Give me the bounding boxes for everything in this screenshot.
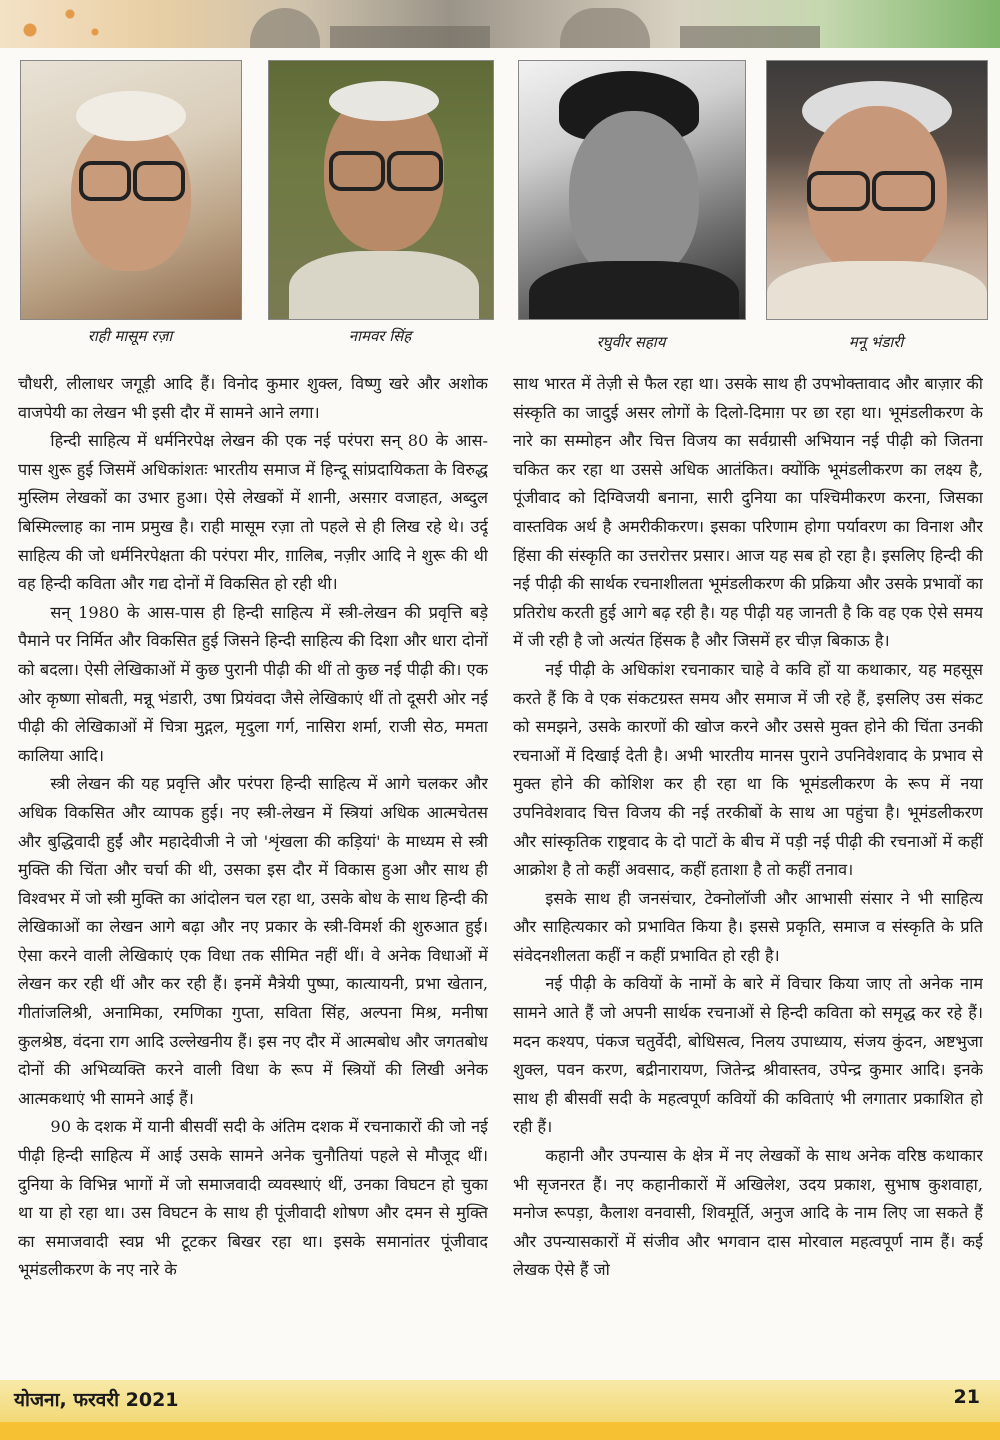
paragraph: कहानी और उपन्यास के क्षेत्र में नए लेखकों के साथ अनेक वरिष्ठ कथाकार भी सृजनरत हैं। नए कहानीकारों में अखिलेश, उदय प्रकाश, सुभाष कुशवाहा, मनोज रूपड़ा, कैलाश वनवासी, शिवमूर्ति, अनुज आदि के नाम लिए जा सकते हैं और उपन्यासकारों में संजीव और भगवान दास मोरवाल महत्वपूर्ण नाम हैं। कई लेखक ऐसे हैं जो [513,1146,983,1280]
portrait-namvar-singh [268,60,494,320]
portrait-raghuvir-sahay [518,60,746,320]
header-banner [0,0,1000,48]
paragraph: इसके साथ ही जनसंचार, टेक्नोलॉजी और आभासी संसार ने भी साहित्य और साहित्यकार को प्रभावित किया है। इससे प्रकृति, समाज व संस्कृति के प्रति संवेदनशीलता कहीं न कहीं प्रभावित हो रही है। [513,888,983,965]
magazine-issue-label: योजना, फरवरी 2021 [14,1389,179,1411]
monument-dome [560,8,650,48]
building-silhouette [680,26,820,48]
caption-mannu-bhandari: मनू भंडारी [848,333,904,351]
paragraph: स्त्री लेखन की यह प्रवृत्ति और परंपरा हिन्दी साहित्य में आगे चलकर और अधिक विकसित और व्यापक हुई। नए स्त्री-लेखन में स्त्रियां अधिक आत्मचेतस और बुद्धिवादी हुईं और महादेवीजी ने जो 'शृंखला की कड़ियां' के माध्यम से स्त्री मुक्ति की चिंता और चर्चा की थी, उसका इस दौर में विकास हुआ और साथ ही विश्वभर में जो स्त्री मुक्ति का आंदोलन चल रहा था, उसके बोध के साथ हिन्दी की लेखिकाओं का लेखन आगे बढ़ा और नए प्रकार के स्त्री-विमर्श की शुरुआत हुई। ऐसा करने वाली लेखिकाएं एक विधा तक सीमित नहीं थीं। वे अनेक विधाओं में लेखन कर रही थीं और कर रही हैं। इनमें मैत्रेयी पुष्पा, कात्यायनी, प्रभा खेतान, गीतांजलिश्री, अनामिका, रमणिका गुप्ता, सविता सिंह, अल्पना मिश्र, मनीषा कुलश्रेष्ठ, वंदना राग आदि उल्लेखनीय हैं। इस नए दौर में आत्मबोध और जगतबोध दोनों की अभिव्यक्ति करने वाली विधा के रूप में स्त्रियों की लिखी अनेक आत्मकथाएं भी सामने आई हैं। [18,774,488,1108]
caption-raghuvir-sahay: रघुवीर सहाय [596,333,666,351]
caption-namvar-singh: नामवर सिंह [348,327,412,345]
paragraph: हिन्दी साहित्य में धर्मनिरपेक्ष लेखन की एक नई परंपरा सन् 80 के आस-पास शुरू हुई जिसमें अधिकांशतः भारतीय समाज में हिन्दू सांप्रदायिकता के विरुद्ध मुस्लिम लेखकों का उभार हुआ। ऐसे लेखकों में शानी, असग़र वजाहत, अब्दुल बिस्मिल्लाह का नाम प्रमुख है। राही मासूम रज़ा तो पहले से ही लिख रहे थे। उर्दू साहित्य की जो धर्मनिरपेक्षता की परंपरा मीर, ग़ालिब, नज़ीर आदि ने शुरू की थी वह हिन्दी कविता और गद्य दोनों में विकसित हो रही थी। [18,431,488,594]
portrait-mannu-bhandari [766,60,988,320]
paragraph: नई पीढ़ी के कवियों के नामों के बारे में विचार किया जाए तो अनेक नाम सामने आते हैं जो अपनी सार्थक रचनाओं से हिन्दी कविता को समृद्ध कर रहे हैं। मदन कश्यप, पंकज चतुर्वेदी, बोधिसत्व, निलय उपाध्याय, संजय कुंदन, अष्टभुजा शुक्ल, पवन करण, बद्रीनारायण, जितेन्द्र श्रीवास्तव, उपेन्द्र कुमार आदि। इनके साथ ही बीसवीं सदी के महत्वपूर्ण कवियों की कविताएं भी लगातार प्रकाशित हो रही हैं। [513,974,983,1137]
paragraph: नई पीढ़ी के अधिकांश रचनाकार चाहे वे कवि हों या कथाकार, यह महसूस करते हैं कि वे एक संकटग्रस्त समय और समाज में जी रहे हैं, इसलिए उस संकट को समझने, उसके कारणों की खोज करने और उससे मुक्त होने की चिंता उनकी रचनाओं में दिखाई देती है। अभी भारतीय मानस पुराने उपनिवेशवाद के प्रभाव से मुक्त होने की कोशिश कर ही रहा था कि भूमंडलीकरण के रूप में नया उपनिवेशवाद चित्त विजय की नई तरकीबों के साथ आ पहुंचा है। भूमंडलीकरण और सांस्कृतिक राष्ट्रवाद के दो पाटों के बीच में पड़ी नई पीढ़ी की रचनाओं में कहीं आक्रोश है तो कहीं अवसाद, कहीं हताशा है तो कहीं तनाव। [513,659,983,880]
monument-dome [250,8,320,48]
portrait-rahi-masoom-raza [20,60,242,320]
caption-rahi-masoom-raza: राही मासूम रज़ा [87,327,173,345]
page-number: 21 [953,1386,980,1408]
decorative-swirl [0,0,120,48]
article-right-column [513,370,983,1375]
paragraph: सन् 1980 के आस-पास ही हिन्दी साहित्य में स्त्री-लेखन की प्रवृत्ति बड़े पैमाने पर निर्मित और विकसित हुई जिसने हिन्दी साहित्य की दिशा और धारा दोनों को बदला। ऐसी लेखिकाओं में कुछ पुरानी पीढ़ी की थीं तो कुछ नई पीढ़ी की। एक ओर कृष्णा सोबती, मन्नू भंडारी, उषा प्रियंवदा जैसे लेखिकाएं थीं तो दूसरी ओर नई पीढ़ी की लेखिकाओं में चित्रा मुद्गल, मृदुला गर्ग, नासिरा शर्मा, राजी सेठ, ममता कालिया आदि। [18,602,488,765]
paragraph: साथ भारत में तेज़ी से फैल रहा था। उसके साथ ही उपभोक्तावाद और बाज़ार की संस्कृति का जादुई असर लोगों के दिलो-दिमाग़ पर छा रहा था। भूमंडलीकरण के नारे का सम्मोहन और चित्त विजय का सर्वग्रासी अभियान नई पीढ़ी को जितना चकित कर रहा था उससे अधिक आतंकित। क्योंकि भूमंडलीकरण का लक्ष्य है, पूंजीवाद को दिग्विजयी बनाना, सारी दुनिया का पश्चिमीकरण करना, जिसका वास्तविक अर्थ है अमरीकीकरण। इसका परिणाम होगा पर्यावरण का विनाश और हिंसा की संस्कृति का उत्तरोत्तर प्रसार। आज यह सब हो रहा है। इसलिए हिन्दी की नई पीढ़ी की सार्थक रचनाशीलता भूमंडलीकरण की प्रक्रिया और उसके प्रभावों का प्रतिरोध करती हुई आगे बढ़ रही है। यह पीढ़ी यह जानती है कि वह एक ऐसे समय में जी रही है जो अत्यंत हिंसक है और जिसमें हर चीज़ बिकाऊ है। [513,374,983,651]
footer-stripe [0,1422,1000,1440]
article-left-column [18,370,488,1375]
building-silhouette [330,26,490,48]
paragraph: 90 के दशक में यानी बीसवीं सदी के अंतिम दशक में रचनाकारों की जो नई पीढ़ी हिन्दी साहित्य में आई उसके सामने अनेक चुनौतियां पहले से मौजूद थीं। दुनिया के विभिन्न भागों में जो समाजवादी व्यवस्थाएं थीं, उनका विघटन हो चुका था या हो रहा था। उस विघटन के साथ ही पूंजीवादी शोषण और दमन से मुक्ति का समाजवादी स्वप्न भी टूटकर बिखर रहा था। इसके समानांतर पूंजीवाद भूमंडलीकरण के नए नारे के [18,1117,488,1280]
paragraph: चौधरी, लीलाधर जगूड़ी आदि हैं। विनोद कुमार शुक्ल, विष्णु खरे और अशोक वाजपेयी का लेखन भी इसी दौर में सामने आने लगा। [18,374,488,422]
